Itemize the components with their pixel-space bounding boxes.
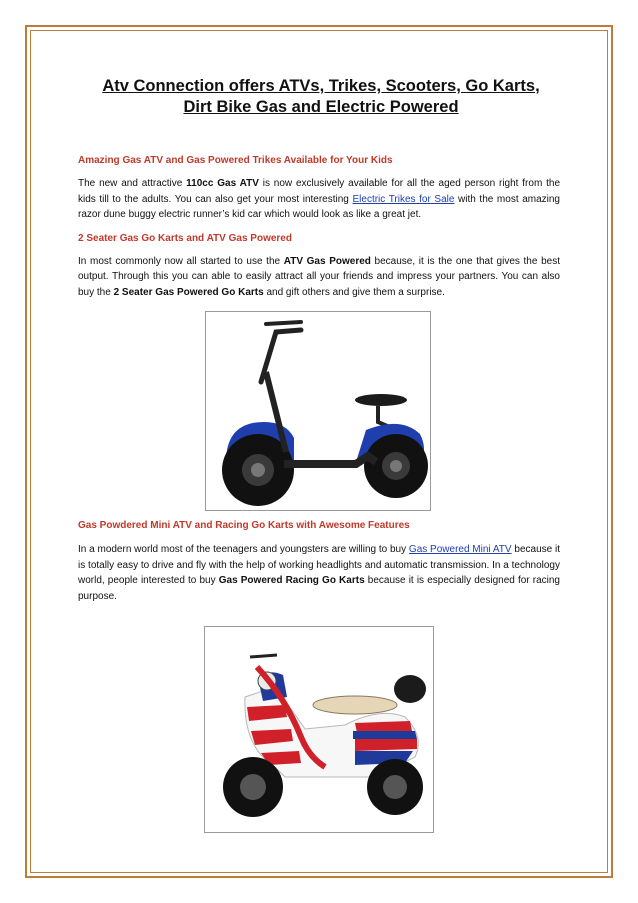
image-blue-scooter <box>205 311 431 511</box>
link-electric-trikes-for-sale[interactable]: Electric Trikes for Sale <box>352 193 455 205</box>
bold-gas-powered-racing-go-karts: Gas Powered Racing Go Karts <box>218 575 365 586</box>
section-2-heading: 2 Seater Gas Go Karts and ATV Gas Powered <box>78 232 292 244</box>
section-3-paragraph <box>78 542 560 604</box>
section-3-heading: Gas Powdered Mini ATV and Racing Go Karts with Awesome Features <box>78 520 410 531</box>
text-run: because, it is the one that gives the best output. Through this you can able to easily attract all your friends and impress your partners. You can also buy the <box>78 255 560 298</box>
section-1-paragraph <box>78 176 560 223</box>
section-2-paragraph <box>78 254 560 301</box>
text-run: In a modern world most of the teenagers and youngsters are willing to buy <box>78 544 409 555</box>
image-stripes-scooter <box>204 626 434 833</box>
text-run: The new and attractive <box>78 178 187 189</box>
section-1-heading: Amazing Gas ATV and Gas Powered Trikes Available for Your Kids <box>78 155 393 166</box>
link-gas-powered-mini-atv[interactable]: Gas Powered Mini ATV <box>408 544 512 555</box>
text-run: and gift others and give them a surprise. <box>263 286 445 298</box>
document-content <box>78 76 560 300</box>
scooter-illustration-2 <box>205 627 433 832</box>
bold-110cc-gas-atv: 110cc Gas ATV <box>186 178 259 189</box>
text-run: with the most amazing razor dune buggy electric runner’s kid car which would look as like a great jet. <box>78 193 560 220</box>
bold-atv-gas-powered: ATV Gas Powered <box>283 255 371 267</box>
text-run: because it is especially designed for racing purpose. <box>78 575 560 602</box>
document-content-2 <box>78 520 560 604</box>
text-run: In most commonly now all started to use the <box>78 255 284 267</box>
scooter-illustration-1 <box>206 312 430 510</box>
text-run: because it is totally easy to drive and fly with the help of working headlights and automatic transmission. In a technology world, people interested to buy <box>78 544 560 586</box>
title-line-2: Dirt Bike Gas and Electric Powered <box>183 98 459 116</box>
bold-2-seater-go-karts: 2 Seater Gas Powered Go Karts <box>113 286 264 298</box>
document-title <box>82 76 560 118</box>
title-line-1: Atv Connection offers ATVs, Trikes, Scooters, Go Karts, <box>102 77 540 95</box>
text-run: is now exclusively available for all the aged person right from the kids till to the adults. You can also get your most interesting <box>78 178 561 205</box>
